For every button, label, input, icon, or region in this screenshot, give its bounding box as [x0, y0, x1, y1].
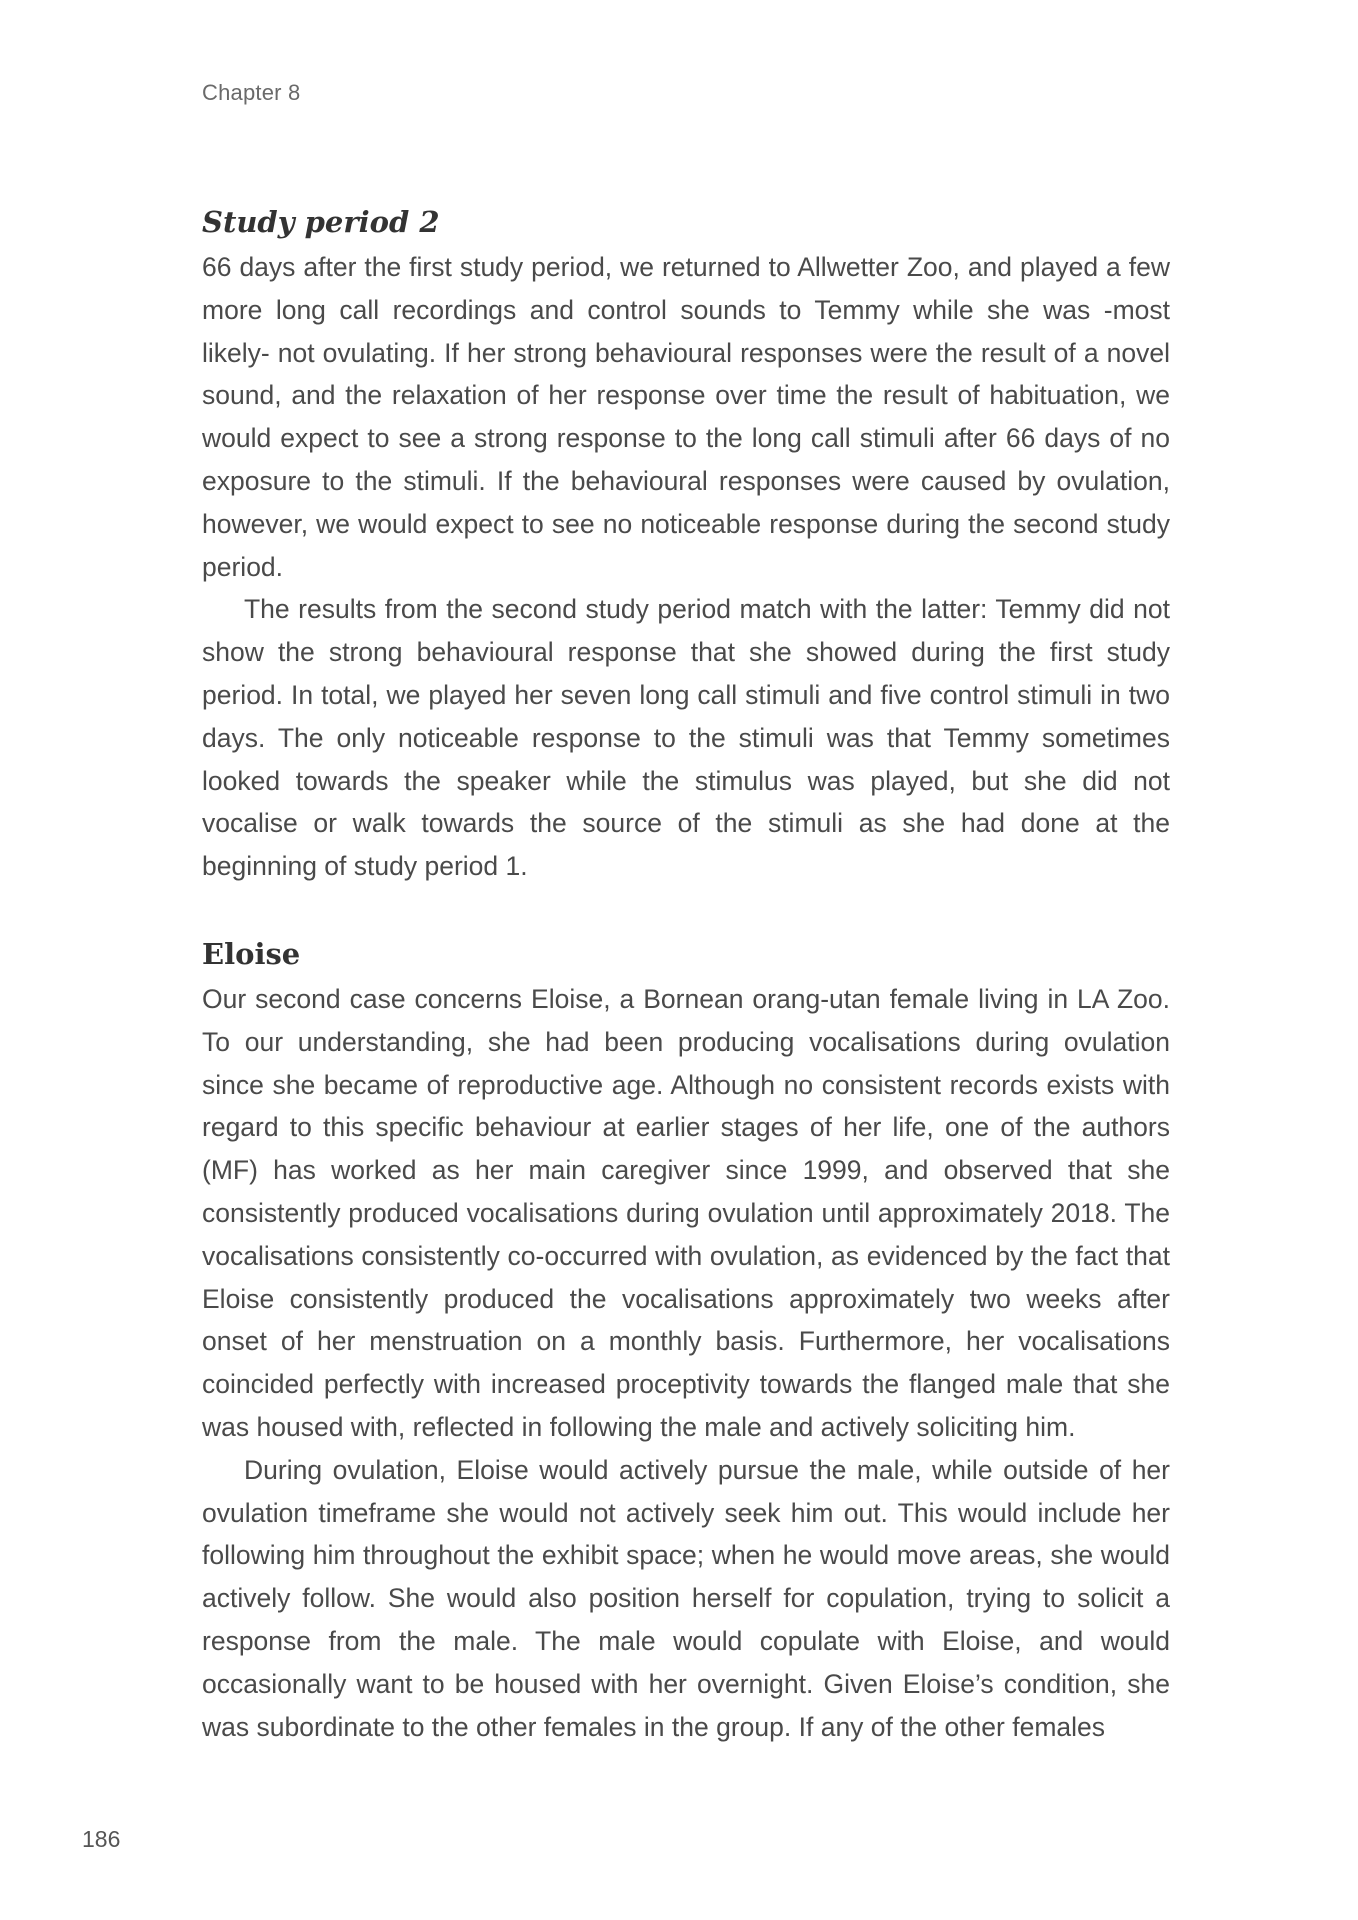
page-body	[202, 198, 1170, 1748]
paragraph: Our second case concerns Eloise, a Bornean orang-utan female living in LA Zoo. To our understanding, she had been producing vocalisations during ovulation since she became of reproductive age. Although no consistent records exists with regard to this specific behaviour at earlier stages of her life, one of the authors (MF) has worked as her main caregiver since 1999, and observed that she consistently produced vocalisations during ovulation until approximately 2018. The vocalisations consistently co-occurred with ovulation, as evidenced by the fact that Eloise consistently produced the vocalisations approximately two weeks after onset of her menstruation on a monthly basis. Furthermore, her vocalisations coincided perfectly with increased proceptivity towards the flanged male that she was housed with, reflected in following the male and actively soliciting him.	[202, 983, 1170, 1442]
paragraph: 66 days after the first study period, we returned to Allwetter Zoo, and played a few more long call recordings and control sounds to Temmy while she was -most likely- not ovulating. If her strong behavioural responses were the result of a novel sound, and the relaxation of her response over time the result of habituation, we would expect to see a strong response to the long call stimuli after 66 days of no exposure to the stimuli. If the behavioural responses were caused by ovulation, however, we would expect to see no noticeable response during the second study period.	[202, 252, 1170, 582]
running-head: Chapter 8	[202, 80, 301, 105]
paragraph: The results from the second study period match with the latter: Temmy did not show the strong behavioural response that she showed during the first study period. In total, we played her seven long call stimuli and five control stimuli in two days. The only noticeable response to the stimuli was that Temmy sometimes looked towards the speaker while the stimulus was played, but she did not vocalise or walk towards the source of the stimuli as she had done at the beginning of study period 1.	[202, 594, 1170, 882]
section-heading-eloise: Eloise	[202, 936, 301, 971]
section-spacer	[202, 888, 1170, 930]
page-number: 186	[82, 1826, 121, 1852]
section-heading-study-period-2: Study period 2	[202, 205, 440, 239]
paragraph: During ovulation, Eloise would actively pursue the male, while outside of her ovulation timeframe she would not actively seek him out. This would include her following him throughout the exhibit space; when he would move areas, she would actively follow. She would also position herself for copulation, trying to solicit a response from the male. The male would copulate with Eloise, and would occasionally want to be housed with her overnight. Given Eloise’s condition, she was subordinate to the other females in the group. If any of the other females	[202, 1454, 1170, 1742]
